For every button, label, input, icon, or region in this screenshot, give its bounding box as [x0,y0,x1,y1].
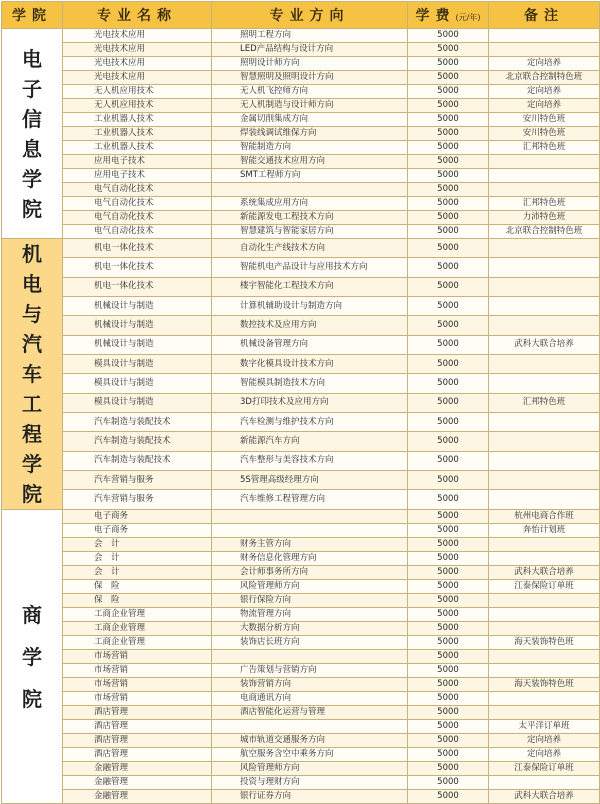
direction-cell: 系统集成应用方向 [212,197,408,211]
direction-cell [212,650,408,664]
fee-cell: 5000 [408,197,489,211]
fee-cell: 5000 [408,258,489,277]
fee-cell: 5000 [408,355,489,374]
table-row [2,524,600,538]
major-cell: 机械设计与制造 [63,297,212,316]
major-cell: 光电技术应用 [63,43,212,57]
direction-cell: 新能源汽车方向 [212,432,408,451]
note-cell [489,43,600,57]
note-cell [489,650,600,664]
table-row [2,57,600,71]
fee-cell: 5000 [408,471,489,490]
fee-cell: 5000 [408,524,489,538]
header-fee-unit: (元/年) [455,13,481,22]
table-row [2,297,600,316]
fee-cell: 5000 [408,432,489,451]
header-college: 学院 [2,2,63,29]
direction-cell: 楼宇智能化工程技术方向 [212,277,408,296]
major-cell: 酒店管理 [63,720,212,734]
fee-cell: 5000 [408,580,489,594]
fee-cell: 5000 [408,594,489,608]
fee-cell: 5000 [408,169,489,183]
direction-cell: 财务主管方向 [212,538,408,552]
major-cell: 无人机应用技术 [63,85,212,99]
major-cell: 保 险 [63,580,212,594]
table-row [2,113,600,127]
table-row [2,413,600,432]
direction-cell: 数字化模具设计技术方向 [212,355,408,374]
major-cell: 电气自动化技术 [63,225,212,239]
table-row [2,316,600,335]
table-row [2,43,600,57]
college-cell [2,29,63,239]
table-row [2,355,600,374]
fee-cell: 5000 [408,413,489,432]
direction-cell: SMT工程师方向 [212,169,408,183]
fee-cell: 5000 [408,552,489,566]
direction-cell: 银行保险方向 [212,594,408,608]
header-fee [408,2,489,29]
table-row [2,85,600,99]
table-row [2,225,600,239]
fee-cell: 5000 [408,566,489,580]
enrollment-table [1,1,600,804]
major-cell: 汽车制造与装配技术 [63,413,212,432]
fee-cell: 5000 [408,297,489,316]
header-fee-label: 学费 [415,8,456,24]
table-row [2,510,600,524]
note-cell [489,622,600,636]
major-cell: 无人机应用技术 [63,99,212,113]
note-cell: 北京联合控制特色班 [489,225,600,239]
note-cell: 北京联合控制特色班 [489,71,600,85]
table-row [2,776,600,790]
fee-cell: 5000 [408,650,489,664]
table-row [2,552,600,566]
direction-cell: 照明设计师方向 [212,57,408,71]
direction-cell: 智能交通技术应用方向 [212,155,408,169]
direction-cell: 银行证券方向 [212,790,408,804]
note-cell [489,183,600,197]
fee-cell: 5000 [408,57,489,71]
table-row [2,580,600,594]
note-cell [489,538,600,552]
major-cell: 会 计 [63,552,212,566]
note-cell: 奔怡计划班 [489,524,600,538]
direction-cell: 智慧建筑与智能家居方向 [212,225,408,239]
direction-cell: 计算机辅助设计与制造方向 [212,297,408,316]
table-row [2,183,600,197]
major-cell: 模具设计与制造 [63,355,212,374]
table-row [2,692,600,706]
table-row [2,636,600,650]
major-cell: 汽车制造与装配技术 [63,432,212,451]
note-cell [489,297,600,316]
table-row [2,239,600,258]
fee-cell: 5000 [408,393,489,412]
note-cell: 海天装饰特色班 [489,678,600,692]
note-cell: 江泰保险订单班 [489,762,600,776]
note-cell: 定向培养 [489,748,600,762]
fee-cell: 5000 [408,71,489,85]
fee-cell: 5000 [408,85,489,99]
major-cell: 工商企业管理 [63,622,212,636]
major-cell: 市场营销 [63,678,212,692]
college-name: 商学院 [22,602,42,711]
table-row [2,197,600,211]
direction-cell: 城市轨道交通服务方向 [212,734,408,748]
fee-cell: 5000 [408,678,489,692]
table-body [2,29,600,804]
fee-cell: 5000 [408,141,489,155]
direction-cell: 电商通讯方向 [212,692,408,706]
direction-cell [212,183,408,197]
major-cell: 机械设计与制造 [63,316,212,335]
direction-cell: 财务信息化管理方向 [212,552,408,566]
fee-cell: 5000 [408,622,489,636]
major-cell: 市场营销 [63,650,212,664]
college-name: 机电与汽车工程学院 [22,242,42,506]
fee-cell: 5000 [408,720,489,734]
fee-cell: 5000 [408,762,489,776]
major-cell: 工业机器人技术 [63,113,212,127]
direction-cell: 3D打印技术及应用方向 [212,393,408,412]
fee-cell: 5000 [408,664,489,678]
major-cell: 工商企业管理 [63,608,212,622]
major-cell: 机械设计与制造 [63,335,212,354]
direction-cell: 物流管理方向 [212,608,408,622]
table-row [2,127,600,141]
direction-cell: 风险管理师方向 [212,762,408,776]
table-row [2,734,600,748]
fee-cell: 5000 [408,790,489,804]
table-row [2,720,600,734]
note-cell: 力沛特色班 [489,211,600,225]
direction-cell [212,524,408,538]
note-cell: 定向培养 [489,99,600,113]
direction-cell: 无人机制造与设计师方向 [212,99,408,113]
table-row [2,141,600,155]
major-cell: 模具设计与制造 [63,374,212,393]
college-name: 电子信息学院 [22,46,42,221]
note-cell [489,374,600,393]
direction-cell: 机械设备管理方向 [212,335,408,354]
note-cell [489,432,600,451]
direction-cell: 自动化生产线技术方向 [212,239,408,258]
major-cell: 会 计 [63,538,212,552]
fee-cell: 5000 [408,225,489,239]
table-row [2,432,600,451]
note-cell: 杭州电商合作班 [489,510,600,524]
direction-cell: 新能源发电工程技术方向 [212,211,408,225]
fee-cell: 5000 [408,211,489,225]
note-cell [489,490,600,510]
note-cell [489,664,600,678]
header-direction: 专业方向 [212,2,408,29]
major-cell: 汽车营销与服务 [63,490,212,510]
table-row [2,790,600,804]
fee-cell: 5000 [408,734,489,748]
major-cell: 工业机器人技术 [63,141,212,155]
note-cell [489,355,600,374]
direction-cell: 数控技术及应用方向 [212,316,408,335]
note-cell: 海天装饰特色班 [489,636,600,650]
fee-cell: 5000 [408,335,489,354]
direction-cell [212,510,408,524]
note-cell [489,413,600,432]
direction-cell: 金属切削集成方向 [212,113,408,127]
table-row [2,678,600,692]
major-cell: 电气自动化技术 [63,197,212,211]
table-row [2,706,600,720]
direction-cell: 照明工程方向 [212,29,408,43]
direction-cell: 会计师事务所方向 [212,566,408,580]
note-cell [489,692,600,706]
major-cell: 电气自动化技术 [63,211,212,225]
major-cell: 汽车制造与装配技术 [63,451,212,470]
fee-cell: 5000 [408,776,489,790]
note-cell [489,451,600,470]
table-row [2,762,600,776]
fee-cell: 5000 [408,239,489,258]
table-row [2,99,600,113]
note-cell: 汇邦特色班 [489,197,600,211]
major-cell: 电子商务 [63,510,212,524]
major-cell: 工业机器人技术 [63,127,212,141]
major-cell: 机电一体化技术 [63,239,212,258]
major-cell: 市场营销 [63,692,212,706]
direction-cell: 汽车检测与维护技术方向 [212,413,408,432]
fee-cell: 5000 [408,636,489,650]
note-cell [489,258,600,277]
major-cell: 保 险 [63,594,212,608]
table-row [2,490,600,510]
college-cell [2,239,63,510]
table-row [2,71,600,85]
note-cell [489,155,600,169]
note-cell [489,776,600,790]
note-cell: 定向培养 [489,734,600,748]
major-cell: 电子商务 [63,524,212,538]
header-note: 备注 [489,2,600,29]
table-row [2,374,600,393]
note-cell [489,239,600,258]
note-cell [489,706,600,720]
direction-cell: 投资与理财方向 [212,776,408,790]
major-cell: 应用电子技术 [63,169,212,183]
major-cell: 工商企业管理 [63,636,212,650]
direction-cell: 装饰店长班方向 [212,636,408,650]
note-cell: 安川特色班 [489,127,600,141]
major-cell: 光电技术应用 [63,57,212,71]
major-cell: 金融管理 [63,776,212,790]
table-row [2,211,600,225]
major-cell: 金融管理 [63,790,212,804]
direction-cell [212,720,408,734]
major-cell: 模具设计与制造 [63,393,212,412]
note-cell [489,316,600,335]
major-cell: 光电技术应用 [63,29,212,43]
major-cell: 汽车营销与服务 [63,471,212,490]
direction-cell: 智能制造方向 [212,141,408,155]
direction-cell: 智能模具制造技术方向 [212,374,408,393]
note-cell [489,608,600,622]
table-row [2,650,600,664]
direction-cell: 航空服务含空中乘务方向 [212,748,408,762]
fee-cell: 5000 [408,490,489,510]
note-cell: 武科大联合培养 [489,566,600,580]
enrollment-table-sheet [1,1,599,801]
fee-cell: 5000 [408,451,489,470]
direction-cell: 焊装线调试维保方向 [212,127,408,141]
fee-cell: 5000 [408,277,489,296]
fee-cell: 5000 [408,183,489,197]
table-row [2,471,600,490]
major-cell: 酒店管理 [63,706,212,720]
direction-cell: LED产品结构与设计方向 [212,43,408,57]
fee-cell: 5000 [408,510,489,524]
major-cell: 机电一体化技术 [63,277,212,296]
table-row [2,29,600,43]
note-cell: 定向培养 [489,57,600,71]
fee-cell: 5000 [408,113,489,127]
note-cell [489,594,600,608]
fee-cell: 5000 [408,748,489,762]
table-row [2,664,600,678]
major-cell: 光电技术应用 [63,71,212,85]
note-cell [489,552,600,566]
major-cell: 会 计 [63,566,212,580]
direction-cell: 酒店智能化运营与管理 [212,706,408,720]
table-row [2,748,600,762]
fee-cell: 5000 [408,608,489,622]
note-cell [489,471,600,490]
note-cell [489,169,600,183]
table-row [2,393,600,412]
major-cell: 电气自动化技术 [63,183,212,197]
table-row [2,566,600,580]
note-cell: 武科大联合培养 [489,790,600,804]
table-row [2,594,600,608]
fee-cell: 5000 [408,99,489,113]
table-header-row [2,2,600,29]
major-cell: 金融管理 [63,762,212,776]
direction-cell: 汽车整形与美容技术方向 [212,451,408,470]
note-cell: 安川特色班 [489,113,600,127]
table-row [2,335,600,354]
note-cell: 汇邦特色班 [489,141,600,155]
table-row [2,169,600,183]
note-cell: 汇邦特色班 [489,393,600,412]
table-row [2,538,600,552]
fee-cell: 5000 [408,127,489,141]
direction-cell: 5S管理高级经理方向 [212,471,408,490]
major-cell: 酒店管理 [63,734,212,748]
note-cell [489,29,600,43]
direction-cell: 大数据分析方向 [212,622,408,636]
direction-cell: 广告策划与营销方向 [212,664,408,678]
note-cell: 太平洋订单班 [489,720,600,734]
college-cell [2,510,63,804]
direction-cell: 无人机飞控师方向 [212,85,408,99]
direction-cell: 汽车维修工程管理方向 [212,490,408,510]
fee-cell: 5000 [408,155,489,169]
fee-cell: 5000 [408,692,489,706]
major-cell: 市场营销 [63,664,212,678]
fee-cell: 5000 [408,29,489,43]
table-row [2,608,600,622]
header-major: 专业名称 [63,2,212,29]
direction-cell: 风险管理师方向 [212,580,408,594]
table-row [2,451,600,470]
note-cell: 武科大联合培养 [489,335,600,354]
direction-cell: 智能机电产品设计与应用技术方向 [212,258,408,277]
fee-cell: 5000 [408,43,489,57]
table-row [2,622,600,636]
fee-cell: 5000 [408,374,489,393]
note-cell [489,277,600,296]
direction-cell: 装饰营销方向 [212,678,408,692]
fee-cell: 5000 [408,316,489,335]
table-row [2,155,600,169]
fee-cell: 5000 [408,538,489,552]
note-cell: 江泰保险订单班 [489,580,600,594]
table-row [2,258,600,277]
direction-cell: 智慧照明及照明设计方向 [212,71,408,85]
major-cell: 机电一体化技术 [63,258,212,277]
fee-cell: 5000 [408,706,489,720]
major-cell: 应用电子技术 [63,155,212,169]
table-row [2,277,600,296]
note-cell: 定向培养 [489,85,600,99]
major-cell: 酒店管理 [63,748,212,762]
